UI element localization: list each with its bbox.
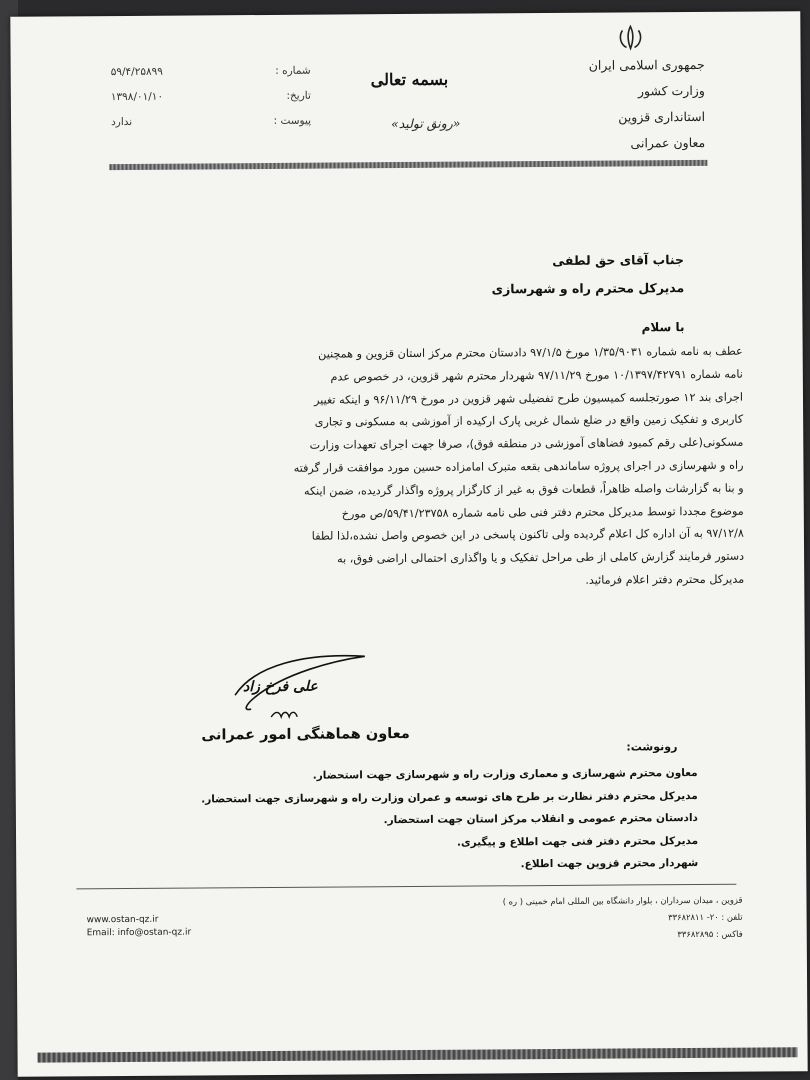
letter-page [10, 11, 807, 1076]
body-line: اجرای بند ۱۲ صورتجلسه کمیسیون طرح تفضیلی شهر قزوین در مورخ ۹۶/۱۱/۲۹ و اینکه تغییر [314, 390, 744, 407]
org-header [445, 52, 706, 158]
number-label: شماره : [275, 64, 311, 77]
cc-item: دادستان محترم عمومی و انقلاب مرکز استان جهت استحضار. [383, 812, 698, 827]
greeting: با سلام [641, 320, 685, 335]
cc-item: معاون محترم شهرسازی و معماری وزارت راه و شهرسازی جهت استحضار. [312, 766, 698, 782]
addressee-block [284, 246, 684, 305]
date-label: تاریخ: [286, 89, 311, 102]
addressee-name: جناب آقای حق لطفی [552, 252, 685, 268]
cc-list [138, 762, 699, 879]
letter-meta [111, 59, 312, 135]
body-line: مدیرکل محترم دفتر اعلام فرمائید. [585, 572, 745, 587]
footer-address: قزوین ، میدان سرداران ، بلوار دانشگاه بین المللی امام خمینی ( ره ) [502, 894, 743, 907]
attachment-value: ندارد [111, 115, 133, 129]
meta-attachment-row [111, 109, 311, 135]
body-line: و بنا به گزارشات واصله ظاهراً، قطعات فوق به غیر از کارگزار پروژه واگذار گردیده، ضمن اینکه [303, 481, 744, 498]
body-line: موضوع مجددا توسط مدیرکل محترم دفتر فنی طی نامه شماره ۵۹/۴۱/۲۳۷۵۸/ص مورخ [341, 504, 744, 521]
cc-label: رونوشت: [626, 740, 678, 754]
footer-website: www.ostan-qz.ir [86, 914, 159, 926]
body-line: کاربری و تفکیک زمین واقع در ضلع شمال غربی پارک ارکیده از آموزشی به مسکونی و تجاری [314, 413, 744, 430]
footer-phone: تلفن : ۲۰- ۳۳۶۸۲۸۱۱ [668, 911, 743, 923]
footer-divider [76, 884, 736, 890]
cc-item: مدیرکل محترم دفتر نظارت بر طرح های توسعه و عمران وزارت راه و شهرسازی جهت استحضار. [201, 789, 698, 806]
footer-email: Email: info@ostan-qz.ir [86, 927, 192, 939]
date-value: ۱۳۹۸/۰۱/۱۰ [110, 90, 164, 104]
addressee-title: مدیرکل محترم راه و شهرسازی [491, 280, 685, 297]
meta-number-row [111, 59, 311, 85]
body-line: راه و شهرسازی در اجرای پروژه ساماندهی بقعه متبرک امامزاده حسین مورد موافقت قرار گرفته [293, 458, 744, 475]
letter-body [143, 341, 745, 596]
signature-name: علی فرخ زاد [242, 678, 318, 696]
cc-item: مدیرکل محترم دفتر فنی جهت اطلاع و پیگیری. [456, 834, 699, 849]
attachment-label: پیوست : [273, 114, 312, 127]
org-line: استانداری قزوین [618, 108, 706, 125]
motto: «رونق تولید» [391, 115, 461, 132]
org-line: جمهوری اسلامی ایران [588, 56, 705, 73]
body-line: نامه شماره ۱۰/۱۳۹۷/۴۲۷۹۱ مورخ ۹۷/۱۱/۲۹ شهردار محترم شهر قزوین، در خصوص عدم [330, 367, 743, 384]
body-line: مسکونی(علی رقم کمبود فضاهای آموزشی در منطقه فوق)، صرفا جهت اجرای تعهدات وزارت [309, 435, 744, 452]
footer-fax: فاکس : ۳۳۶۸۲۸۹۵ [677, 928, 743, 940]
footer-contact [402, 892, 742, 945]
body-line: عطف به نامه شماره ۱/۳۵/۹۰۳۱ مورخ ۹۷/۱/۵ دادستان محترم مرکز استان قزوین و همچنین [318, 344, 743, 361]
number-value: ۵۹/۴/۲۵۸۹۹ [110, 65, 163, 79]
footer-web [87, 914, 192, 941]
cc-item: شهردار محترم قزوین جهت اطلاع. [520, 857, 699, 871]
bottom-divider [38, 1047, 798, 1062]
meta-date-row [111, 84, 311, 110]
body-line: ۹۷/۱۲/۸ به آن اداره کل اعلام گردیده ولی تاکنون پاسخی در این خصوص واصل نشده،لذا لطفا [311, 527, 744, 544]
header-divider [109, 160, 707, 170]
body-line: دستور فرمایند گزارش کاملی از طی مراحل تفکیک و یا واگذاری احتمالی اراضی فوق، به [337, 549, 745, 566]
signer-title: معاون هماهنگی امور عمرانی [201, 725, 410, 744]
iran-emblem-icon [610, 24, 650, 50]
org-line: معاون عمرانی [630, 134, 706, 151]
org-line: وزارت کشور [637, 82, 705, 99]
bismillah-heading: بسمه تعالی [370, 69, 449, 90]
